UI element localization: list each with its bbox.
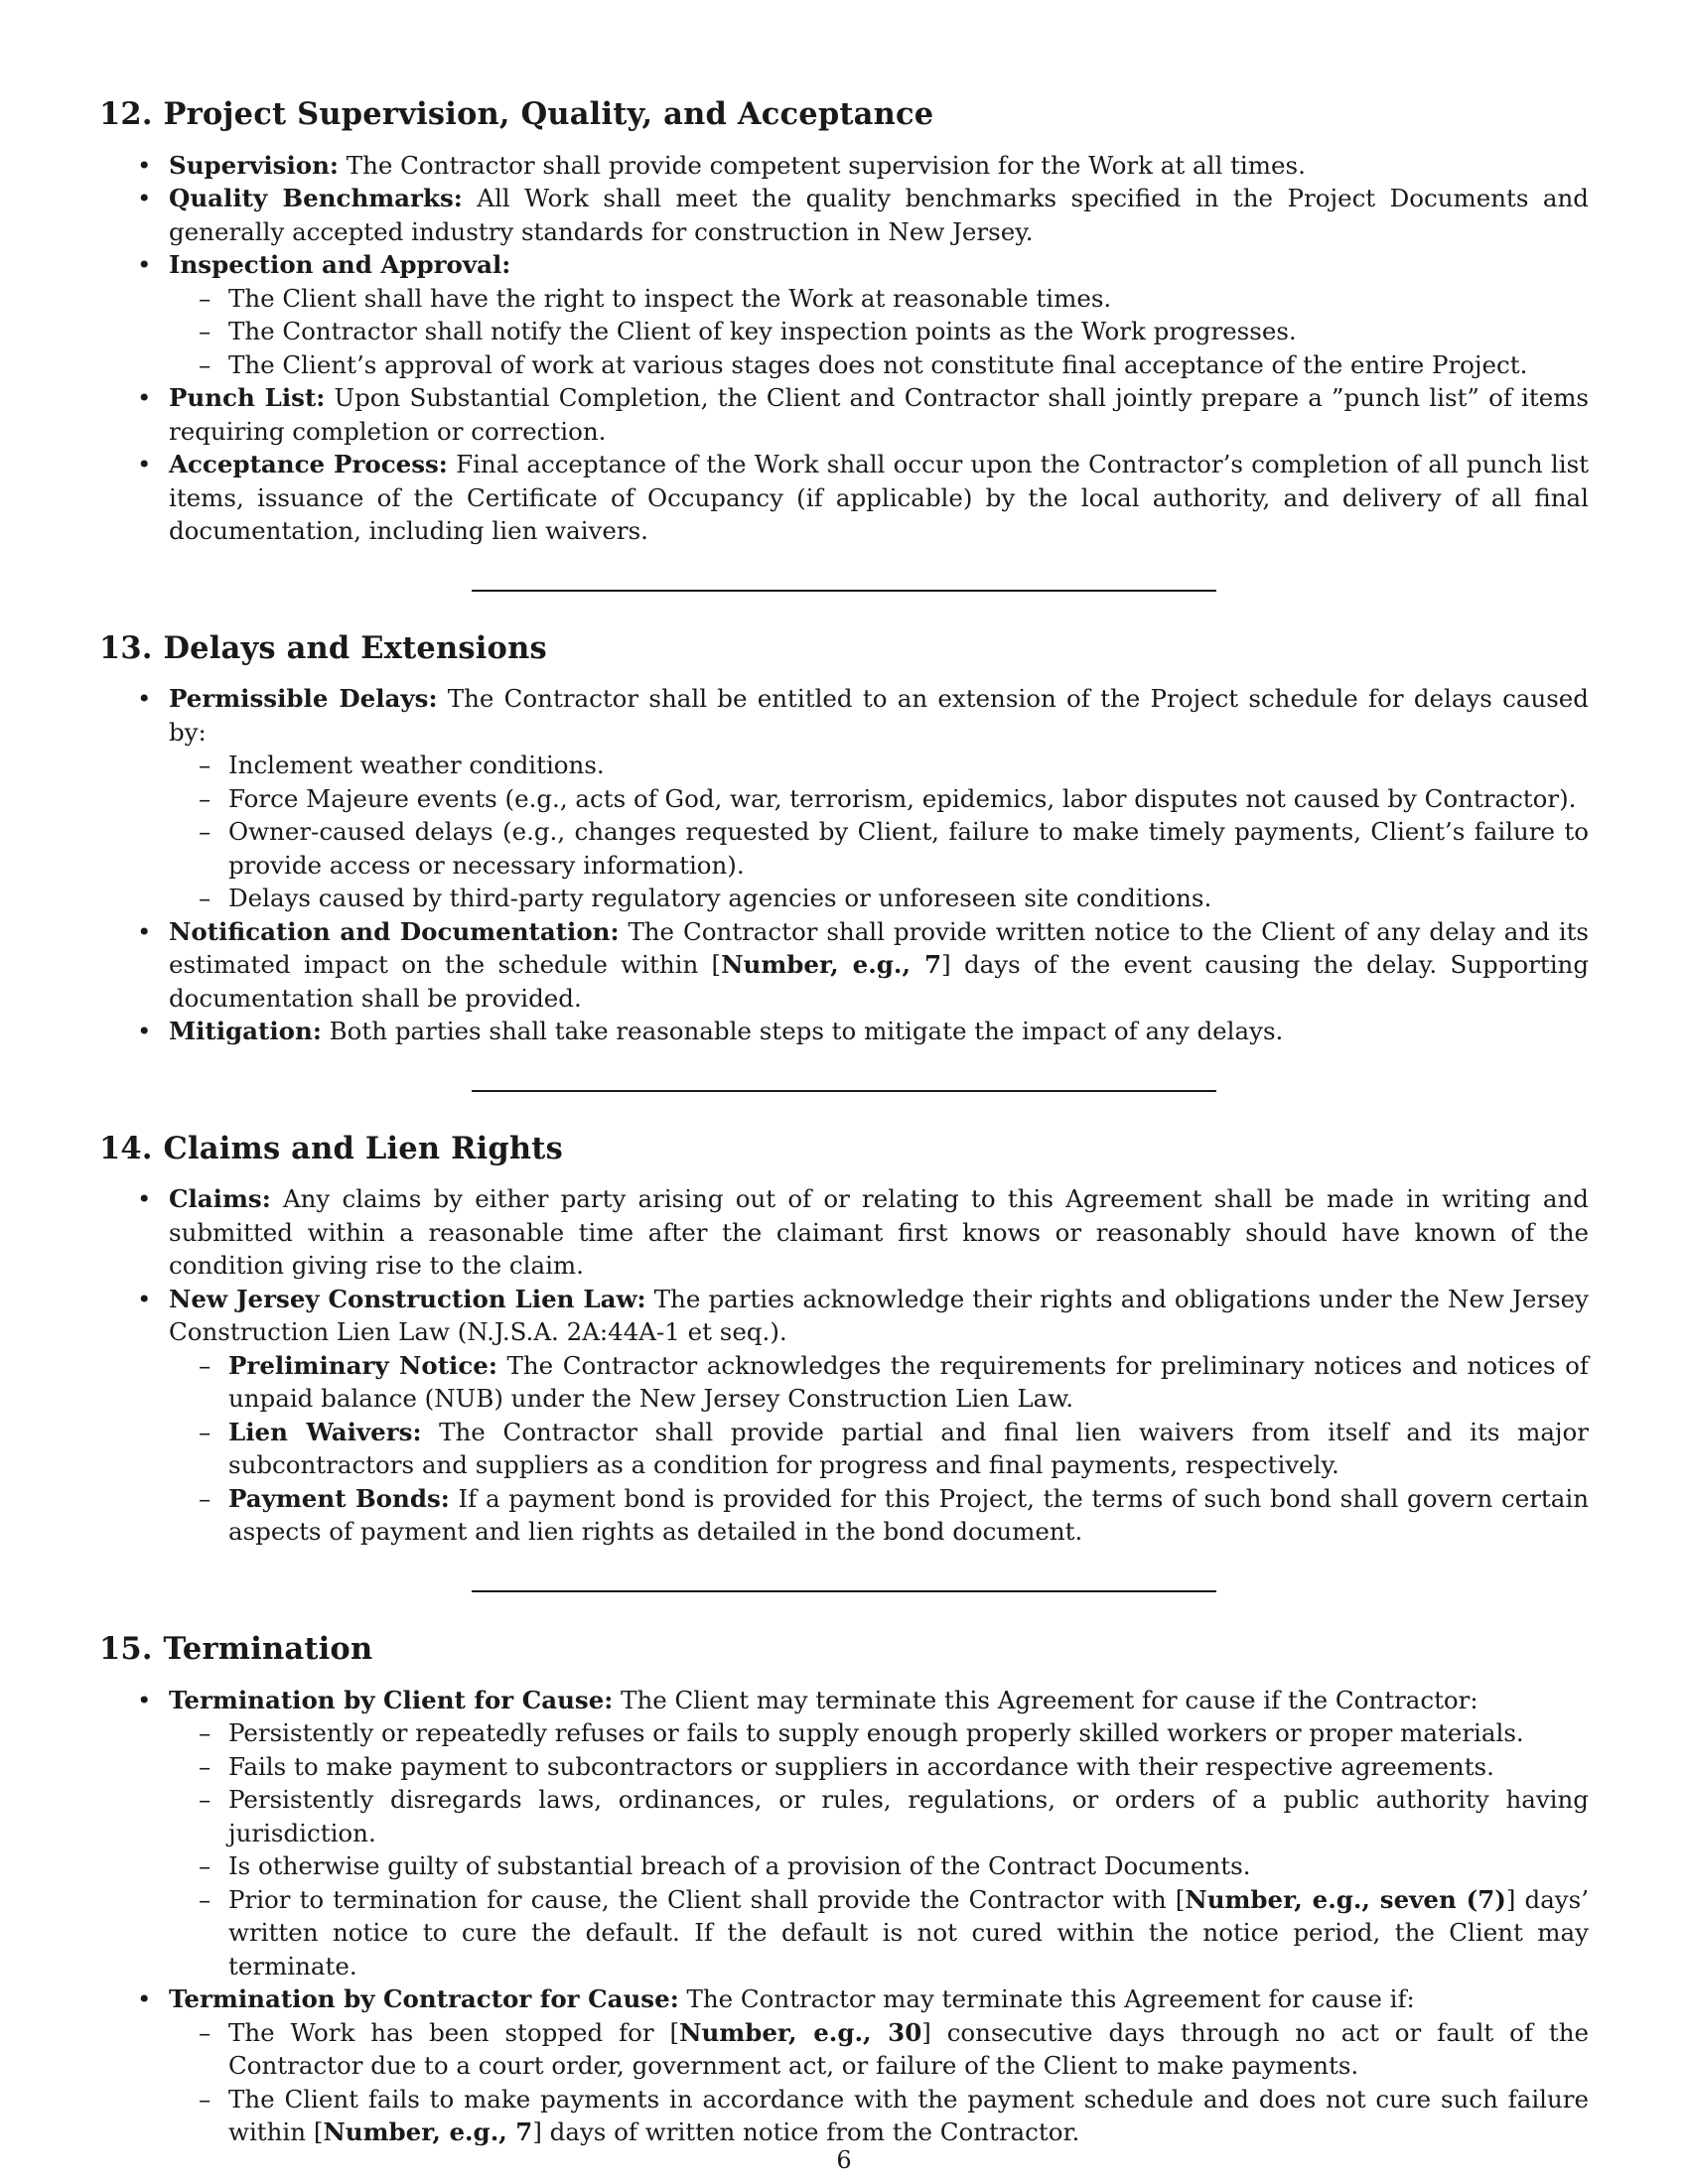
section-15	[99, 1630, 1589, 2149]
item-term: Quality Benchmarks:	[169, 184, 463, 213]
section-14	[99, 1130, 1589, 1549]
sub-item: – The Client’s approval of work at various stages does not constitute final acceptance of the entire Project.	[169, 348, 1589, 382]
sub-list	[169, 282, 1589, 382]
item-text: ] days of the event causing the delay. Supporting documentation shall be provided.	[169, 950, 1589, 1013]
item-text: The Contractor acknowledges the requirements for preliminary notices and notices of unpaid balance (NUB) under the New Jersey Construction Lien Law.	[228, 1350, 1589, 1414]
sub-item	[169, 2016, 1589, 2083]
item-text: Upon Substantial Completion, the Client and Contractor shall jointly prepare a ”punch list” of items requiring completion or correction.	[169, 383, 1589, 446]
item-text: All Work shall meet the quality benchmarks specified in the Project Documents and generally accepted industry standards for construction in New Jersey.	[169, 184, 1589, 246]
section-divider	[472, 590, 1216, 592]
item-text: If a payment bond is provided for this Project, the terms of such bond shall govern certain aspects of payment and lien rights as detailed in the bond document.	[228, 1483, 1589, 1547]
sub-list	[169, 749, 1589, 915]
sub-item: – Persistently or repeatedly refuses or fails to supply enough properly skilled workers or proper materials.	[169, 1716, 1589, 1750]
item-text: Any claims by either party arising out of or relating to this Agreement shall be made in writing and submitted within a reasonable time after the claimant first knows or reasonably should have known of the condition giving rise to the claim.	[169, 1184, 1589, 1281]
page-number: 6	[836, 2146, 852, 2174]
section-13	[99, 629, 1589, 1048]
section-divider	[472, 1590, 1216, 1592]
item-text: ] consecutive days through no act or fault of the Contractor due to a court order, government act, or failure of the Client to make payments.	[228, 2017, 1589, 2081]
section-heading: 13. Delays and Extensions	[99, 629, 547, 666]
sub-item	[169, 2083, 1589, 2149]
item-text: Both parties shall take reasonable steps to mitigate the impact of any delays.	[321, 1017, 1284, 1046]
item-text: The Contractor shall provide partial and final lien waivers from itself and its major subcontractors and suppliers as a condition for progress and final payments, respectively.	[228, 1417, 1589, 1480]
item-term: Inspection and Approval:	[169, 250, 511, 280]
section-heading: 15. Termination	[99, 1630, 373, 1667]
item-text: The Contractor shall provide written notice to the Client of any delay and its estimated impact on the schedule within [	[169, 916, 1590, 980]
item-term: Permissible Delays:	[169, 684, 438, 714]
item-text: ] days of written notice from the Contractor.	[532, 2117, 1080, 2147]
sub-item: – Persistently disregards laws, ordinances, or rules, regulations, or orders of a public authority having jurisdiction.	[169, 1783, 1589, 1849]
placeholder-value: Number, e.g., seven (7)	[1185, 1884, 1506, 1914]
list-item	[99, 448, 1589, 548]
list-item	[99, 1982, 1589, 2149]
item-text: The Client may terminate this Agreement for cause if the Contractor:	[613, 1685, 1478, 1714]
section-12	[99, 95, 1589, 548]
list-item	[99, 1182, 1589, 1283]
sub-item: – Delays caused by third-party regulatory agencies or unforeseen site conditions.	[169, 882, 1589, 915]
item-term: Preliminary Notice:	[228, 1350, 497, 1380]
bullet-list	[99, 1684, 1589, 2149]
sub-item: – Inclement weather conditions.	[169, 749, 1589, 782]
bullet-list	[99, 149, 1589, 548]
bullet-list	[99, 1182, 1589, 1549]
item-term: Lien Waivers:	[228, 1417, 422, 1446]
section-heading: 14. Claims and Lien Rights	[99, 1130, 563, 1166]
section-heading: 12. Project Supervision, Quality, and Acceptance	[99, 96, 934, 132]
placeholder-value: Number, e.g., 7	[721, 950, 942, 980]
item-term: Termination by Contractor for Cause:	[169, 1984, 679, 2014]
list-item	[99, 1283, 1589, 1549]
sub-item: – Owner-caused delays (e.g., changes requested by Client, failure to make timely payments, Client’s failure to provide access or necessary information).	[169, 815, 1589, 882]
item-text: The Contractor shall be entitled to an extension of the Project schedule for delays caused by:	[169, 684, 1589, 747]
sub-list	[169, 1349, 1589, 1549]
sub-list	[169, 2016, 1589, 2149]
list-item	[99, 682, 1589, 915]
list-item	[99, 248, 1589, 381]
item-text: The Client fails to make payments in accordance with the payment schedule and does not cure such failure within [	[228, 2084, 1589, 2147]
item-term: Punch List:	[169, 383, 326, 413]
item-term: Notification and Documentation:	[169, 916, 620, 946]
bullet-list	[99, 682, 1589, 1048]
item-text: Final acceptance of the Work shall occur upon the Contractor’s completion of all punch list items, issuance of the Certificate of Occupancy (if applicable) by the local authority, and delivery of all final documentation, including lien waivers.	[169, 450, 1589, 546]
document-page	[99, 79, 1589, 2149]
item-term: Mitigation:	[169, 1017, 322, 1046]
item-text: The parties acknowledge their rights and obligations under the New Jersey Construction Lien Law (N.J.S.A. 2A:44A-1 et seq.).	[169, 1284, 1589, 1347]
list-item	[99, 381, 1589, 448]
item-text: The Work has been stopped for [	[228, 2017, 680, 2047]
item-term: Termination by Client for Cause:	[169, 1685, 614, 1714]
placeholder-value: Number, e.g., 7	[323, 2117, 533, 2147]
sub-item: – Is otherwise guilty of substantial breach of a provision of the Contract Documents.	[169, 1849, 1589, 1883]
sub-list	[169, 1716, 1589, 1982]
sub-item: – The Client shall have the right to inspect the Work at reasonable times.	[169, 282, 1589, 316]
item-text: Prior to termination for cause, the Client shall provide the Contractor with [	[228, 1884, 1186, 1914]
sub-item: – Force Majeure events (e.g., acts of God, war, terrorism, epidemics, labor disputes not caused by Contractor).	[169, 782, 1589, 816]
item-term: Claims:	[169, 1184, 271, 1214]
item-term: Payment Bonds:	[228, 1483, 450, 1513]
item-term: Supervision:	[169, 150, 339, 180]
sub-item	[169, 1349, 1589, 1416]
sub-item: – Fails to make payment to subcontractors or suppliers in accordance with their respective agreements.	[169, 1750, 1589, 1784]
item-text: The Contractor shall provide competent supervision for the Work at all times.	[338, 150, 1306, 180]
placeholder-value: Number, e.g., 30	[679, 2017, 922, 2047]
list-item	[99, 182, 1589, 248]
sub-item	[169, 1883, 1589, 1983]
sub-item	[169, 1416, 1589, 1482]
list-item	[99, 1015, 1589, 1048]
item-text: The Contractor may terminate this Agreement for cause if:	[678, 1984, 1415, 2014]
list-item	[99, 1684, 1589, 1983]
item-text: ] days’ written notice to cure the default. If the default is not cured within the notice period, the Client may terminate.	[228, 1884, 1590, 1980]
sub-item	[169, 1482, 1589, 1549]
sub-item: – The Contractor shall notify the Client of key inspection points as the Work progresses.	[169, 315, 1589, 348]
section-divider	[472, 1090, 1216, 1092]
item-term: New Jersey Construction Lien Law:	[169, 1284, 646, 1313]
item-term: Acceptance Process:	[169, 450, 448, 479]
list-item	[99, 149, 1589, 183]
list-item	[99, 915, 1589, 1016]
